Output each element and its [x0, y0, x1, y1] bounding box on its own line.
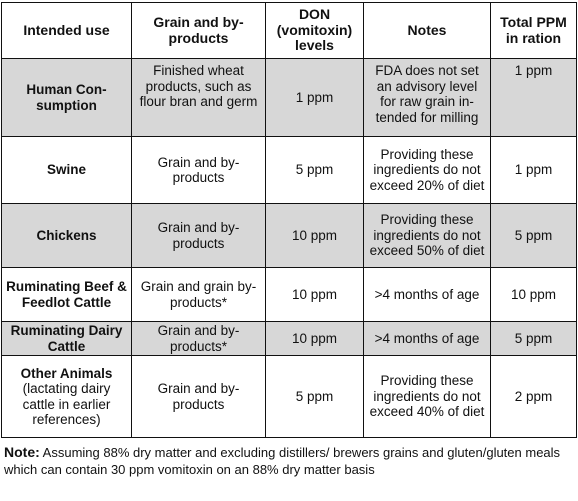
- cell-intended-use: [2, 322, 132, 356]
- table-header-row: [2, 3, 577, 59]
- use-label: Chickens: [36, 227, 97, 243]
- cell-total: 2 ppm: [491, 356, 577, 438]
- use-label: Ruminating Beef & Feedlot Cattle: [6, 279, 127, 310]
- cell-intended-use: [2, 59, 132, 137]
- use-label: Other Animals: [20, 365, 113, 381]
- header-don-levels: DON (vomitoxin) levels: [266, 3, 364, 59]
- cell-grain: Grain and grain by-products*: [132, 268, 266, 322]
- don-guidelines-table-container: [1, 2, 576, 438]
- use-label: Ruminating Dairy Cattle: [10, 323, 123, 354]
- cell-total: 10 ppm: [491, 268, 577, 322]
- cell-notes: Providing these ingredients do not exceed 40% of diet: [364, 356, 491, 438]
- cell-don: 10 ppm: [266, 204, 364, 268]
- cell-don: 1 ppm: [266, 59, 364, 137]
- cell-total: 1 ppm: [491, 137, 577, 204]
- don-guidelines-table: [1, 2, 577, 438]
- cell-grain: Grain and by-products: [132, 356, 266, 438]
- table-row: [2, 204, 577, 268]
- cell-grain: Grain and by-products*: [132, 322, 266, 356]
- use-sublabel: (lactating dairy cattle in earlier references): [22, 381, 111, 427]
- cell-notes: >4 months of age: [364, 322, 491, 356]
- table-row: [2, 59, 577, 137]
- table-row: [2, 137, 577, 204]
- table-row: [2, 322, 577, 356]
- table-footnote: [4, 444, 564, 478]
- cell-don: 10 ppm: [266, 322, 364, 356]
- table-row: [2, 268, 577, 322]
- cell-grain: Grain and by-products: [132, 204, 266, 268]
- cell-total: 5 ppm: [491, 322, 577, 356]
- cell-don: 5 ppm: [266, 356, 364, 438]
- cell-grain: Grain and by-products: [132, 137, 266, 204]
- cell-grain: Finished wheat products, such as flour bran and germ: [132, 59, 266, 137]
- cell-intended-use: [2, 137, 132, 204]
- footnote-label: Note:: [4, 444, 40, 460]
- use-label: Swine: [46, 162, 86, 178]
- footnote-text: Assuming 88% dry matter and excluding distillers/ brewers grains and gluten/gluten meals which can contain 30 ppm vomitoxin on an 88% dry matter basis: [4, 445, 561, 477]
- cell-notes: >4 months of age: [364, 268, 491, 322]
- cell-don: 10 ppm: [266, 268, 364, 322]
- cell-don: 5 ppm: [266, 137, 364, 204]
- header-grain: Grain and by-products: [132, 3, 266, 59]
- use-label: Human Con-sumption: [26, 82, 107, 113]
- header-total-ppm: Total PPM in ration: [491, 3, 577, 59]
- cell-intended-use: [2, 268, 132, 322]
- cell-total: 5 ppm: [491, 204, 577, 268]
- header-intended-use: Intended use: [2, 3, 132, 59]
- header-notes: Notes: [364, 3, 491, 59]
- cell-notes: FDA does not set an advisory level for raw grain in-tended for milling: [364, 59, 491, 137]
- cell-notes: Providing these ingredients do not exceed 20% of diet: [364, 137, 491, 204]
- cell-intended-use: [2, 204, 132, 268]
- cell-notes: Providing these ingredients do not exceed 50% of diet: [364, 204, 491, 268]
- table-row: [2, 356, 577, 438]
- cell-intended-use: [2, 356, 132, 438]
- cell-total: 1 ppm: [491, 59, 577, 137]
